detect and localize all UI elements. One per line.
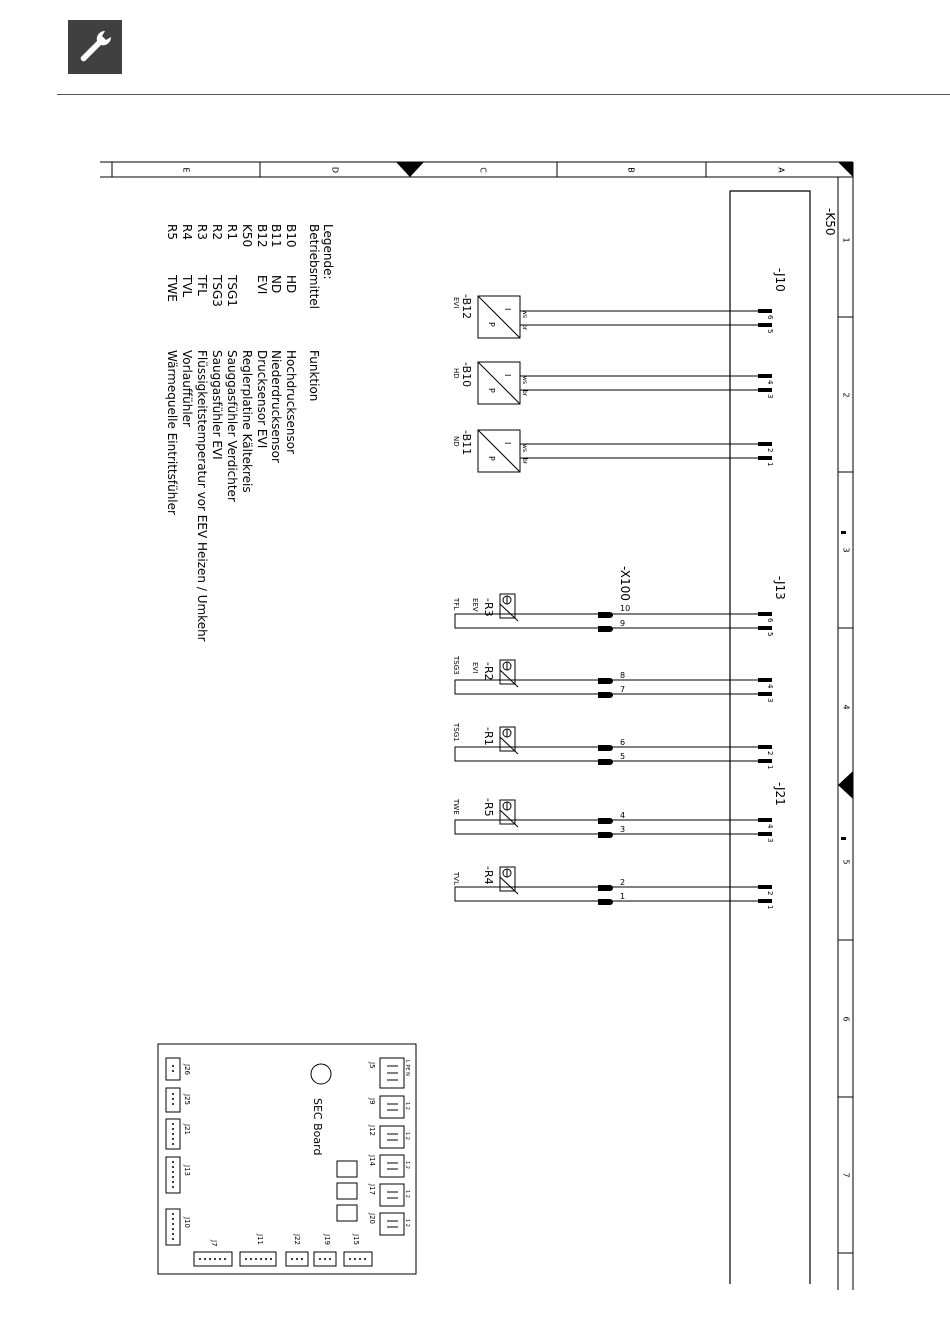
- sensor-b10-pin-1: 4: [766, 380, 774, 385]
- sensor-b11-pin-2: 1: [766, 462, 774, 467]
- temp-r2-xpin-1: 8: [620, 671, 626, 680]
- legend-row-abbr: TVL: [180, 275, 194, 298]
- legend-row-desc: Vorlauffühler: [180, 350, 194, 427]
- legend-row-desc: Reglerplatine Kältekreis: [240, 350, 254, 493]
- sensor-b10: [452, 362, 774, 404]
- temp-r2-sub: EVI: [471, 662, 479, 674]
- legend-row-abbr: EVI: [255, 275, 269, 295]
- col-label-d: D: [330, 166, 340, 174]
- temp-r3-xpin-1: 10: [620, 604, 631, 613]
- sensor-b11: [452, 430, 774, 472]
- sensor-b10-wire-1: ws: [521, 376, 528, 385]
- sensor-b11-id: -B11: [460, 430, 473, 456]
- temp-sensor-r2: [452, 655, 774, 702]
- sec-j5-label: J5: [368, 1062, 376, 1069]
- sensor-b11-sym-top: I: [503, 442, 512, 445]
- connector-j13-label: -J13: [773, 576, 787, 600]
- frame-triangles: [396, 162, 853, 799]
- sensor-b11-func: ND: [452, 436, 460, 447]
- legend-row-desc: Hochdrucksensor: [284, 350, 298, 455]
- temp-r3-jpin-2: 5: [766, 632, 774, 637]
- legend-row-code: B12: [255, 224, 269, 248]
- legend-row-code: R1: [225, 224, 239, 240]
- frame-row-markers: [841, 531, 846, 840]
- temp-r5-id: -R5: [482, 798, 495, 817]
- sec-j20-label: J20: [368, 1213, 376, 1224]
- temp-r5-xpin-2: 3: [620, 825, 626, 834]
- legend-row-desc: Drucksensor EVI: [255, 350, 269, 449]
- legend-col1-header: Betriebsmittel: [307, 224, 321, 309]
- sec-j25-label: J25: [183, 1094, 191, 1105]
- frame-row-labels: [842, 237, 851, 1177]
- temp-r2-tag: TSG3: [452, 656, 460, 675]
- legend-col2-header: Funktion: [307, 350, 321, 402]
- temp-sensor-r5: [452, 798, 774, 842]
- temp-r5-tag: TWE: [452, 799, 460, 815]
- temp-r2-id: -R2: [482, 662, 495, 681]
- sec-j12-label: J12: [368, 1125, 376, 1136]
- sec-j9-pins: 1 2: [404, 1102, 410, 1110]
- temp-r4-xpin-2: 1: [620, 892, 626, 901]
- legend-row-code: K50: [240, 224, 254, 248]
- connector-j21-label: -J21: [773, 782, 787, 806]
- sec-j14-label: J14: [368, 1155, 376, 1166]
- legend-row-abbr: HD: [284, 275, 298, 294]
- temp-r2-xpin-2: 7: [620, 685, 626, 694]
- legend-row-abbr: TWE: [165, 275, 179, 302]
- legend-row-code: B11: [269, 224, 283, 248]
- temp-sensor-r3: [452, 594, 774, 636]
- legend-row-code: R4: [180, 224, 194, 240]
- sensor-b10-sym-bottom: P: [487, 388, 496, 393]
- connector-j10-label: -J10: [773, 268, 787, 292]
- temp-r3-id: -R3: [482, 598, 495, 617]
- sec-j17-label: J17: [368, 1184, 376, 1195]
- legend-row-desc: Sauggasfühler EVI: [210, 350, 224, 460]
- sec-board-title: SEC Board: [311, 1098, 324, 1156]
- sec-j10-label: J10: [183, 1217, 191, 1228]
- temp-r1-jpin-2: 1: [766, 765, 774, 770]
- sensor-b12-sym-bottom: P: [487, 322, 496, 327]
- sec-j26-label: J26: [183, 1064, 191, 1075]
- temp-r3-jpin-1: 6: [766, 618, 774, 623]
- connector-labels: [618, 268, 787, 806]
- temp-r4-jpin-2: 1: [766, 905, 774, 910]
- row-label-5: 5: [841, 859, 851, 865]
- temp-r3-tag: TFL: [452, 598, 460, 611]
- sec-j11-label: J11: [256, 1234, 264, 1245]
- legend-title: Legende:: [321, 224, 335, 280]
- sec-top-connectors: [368, 1058, 410, 1235]
- row-label-1: 1: [841, 237, 851, 243]
- legend-row-abbr: ND: [269, 275, 283, 294]
- sensor-b10-func: HD: [452, 368, 460, 379]
- sec-j14-pins: 1 2: [404, 1161, 410, 1169]
- sensor-b10-sym-top: I: [503, 374, 512, 377]
- sensor-b12-id: -B12: [460, 294, 473, 320]
- sensor-b11-wire-1: ws: [521, 444, 528, 453]
- temp-r5-jpin-2: 3: [766, 838, 774, 843]
- legend-row-abbr: TSG3: [210, 275, 224, 307]
- board-k50: [730, 191, 837, 1284]
- legend-row-desc: Sauggasfühler Verdichter: [225, 350, 239, 502]
- sensor-b12-pin-2: 5: [766, 329, 774, 334]
- temp-r1-id: -R1: [482, 727, 495, 746]
- sensor-b11-sym-bottom: P: [487, 456, 496, 461]
- board-k50-label: -K50: [823, 208, 837, 236]
- temp-r5-jpin-1: 4: [766, 824, 774, 829]
- temp-r2-jpin-2: 3: [766, 698, 774, 703]
- temp-r1-tag: TSG1: [452, 723, 460, 742]
- temp-sensor-r1: [452, 722, 774, 769]
- temp-r1-jpin-1: 2: [766, 751, 774, 756]
- sec-board: [158, 1044, 416, 1274]
- sensor-b12: [452, 294, 774, 338]
- temp-r4-jpin-1: 2: [766, 891, 774, 896]
- sensor-b11-pin-1: 2: [766, 448, 774, 453]
- row-label-3: 3: [841, 547, 851, 553]
- legend-row-abbr: TSG1: [225, 275, 239, 307]
- row-label-6: 6: [841, 1016, 851, 1022]
- sensor-b10-id: -B10: [460, 362, 473, 388]
- temp-r3-sub: EEV: [471, 598, 479, 612]
- sensor-b12-wire-1: ws: [521, 310, 528, 319]
- sensor-b12-sym-top: I: [503, 308, 512, 311]
- connector-x100-label: -X100: [618, 566, 632, 601]
- row-label-4: 4: [841, 704, 851, 710]
- frame-col-labels: [182, 167, 786, 173]
- row-label-2: 2: [841, 392, 851, 398]
- sec-j19-label: J19: [323, 1234, 331, 1245]
- sensor-b10-wire-2: br: [521, 390, 528, 397]
- temp-sensor-r4: [452, 866, 774, 909]
- row-label-7: 7: [841, 1172, 851, 1178]
- sensor-b12-wire-2: br: [521, 324, 528, 331]
- sec-j5-pins: L PE N: [404, 1060, 410, 1076]
- legend-row-desc: Flüssigkeitstemperatur vor EEV Heizen / Umkehr: [195, 350, 209, 642]
- legend-row-code: B10: [284, 224, 298, 248]
- sensor-b11-wire-2: br: [521, 458, 528, 465]
- col-label-b: B: [626, 167, 636, 173]
- sec-j15-label: J15: [352, 1234, 360, 1245]
- temp-r4-id: -R4: [482, 866, 495, 885]
- sec-j7-label: J7: [210, 1240, 218, 1247]
- sensor-b12-pin-1: 6: [766, 315, 774, 320]
- sec-j12-pins: 1 2: [404, 1132, 410, 1140]
- sec-j13-label: J13: [183, 1165, 191, 1176]
- legend-row-code: R2: [210, 224, 224, 240]
- sec-j9-label: J9: [368, 1098, 376, 1105]
- legend-row-code: R5: [165, 224, 179, 240]
- legend-row-abbr: TFL: [195, 275, 209, 296]
- legend-row-desc: Wärmequelle Eintrittsfühler: [165, 350, 179, 515]
- sec-left-connectors: [166, 1058, 191, 1245]
- col-label-a: A: [776, 167, 786, 173]
- temp-r1-xpin-1: 6: [620, 738, 626, 747]
- sec-j21-label: J21: [183, 1124, 191, 1135]
- legend-row-code: R3: [195, 224, 209, 240]
- temp-r1-xpin-2: 5: [620, 752, 626, 761]
- col-label-c: C: [478, 167, 488, 173]
- sensor-b12-func: EVI: [452, 297, 460, 309]
- sec-bottom-connectors: [194, 1233, 372, 1266]
- temp-r2-jpin-1: 4: [766, 684, 774, 689]
- sec-j17-pins: 1 2: [404, 1190, 410, 1198]
- temp-r3-xpin-2: 9: [620, 619, 626, 628]
- legend-row-desc: Niederdrucksensor: [269, 350, 283, 463]
- sensor-b10-pin-2: 3: [766, 394, 774, 399]
- sec-j20-pins: 1 2: [404, 1219, 410, 1227]
- legend: [165, 224, 335, 642]
- temp-r4-tag: TVL: [452, 872, 460, 885]
- col-label-e: E: [181, 167, 191, 173]
- frame-top: [100, 162, 853, 1290]
- temp-r5-xpin-1: 4: [620, 811, 626, 820]
- sec-j22-label: J22: [293, 1234, 301, 1245]
- temp-r4-xpin-1: 2: [620, 878, 626, 887]
